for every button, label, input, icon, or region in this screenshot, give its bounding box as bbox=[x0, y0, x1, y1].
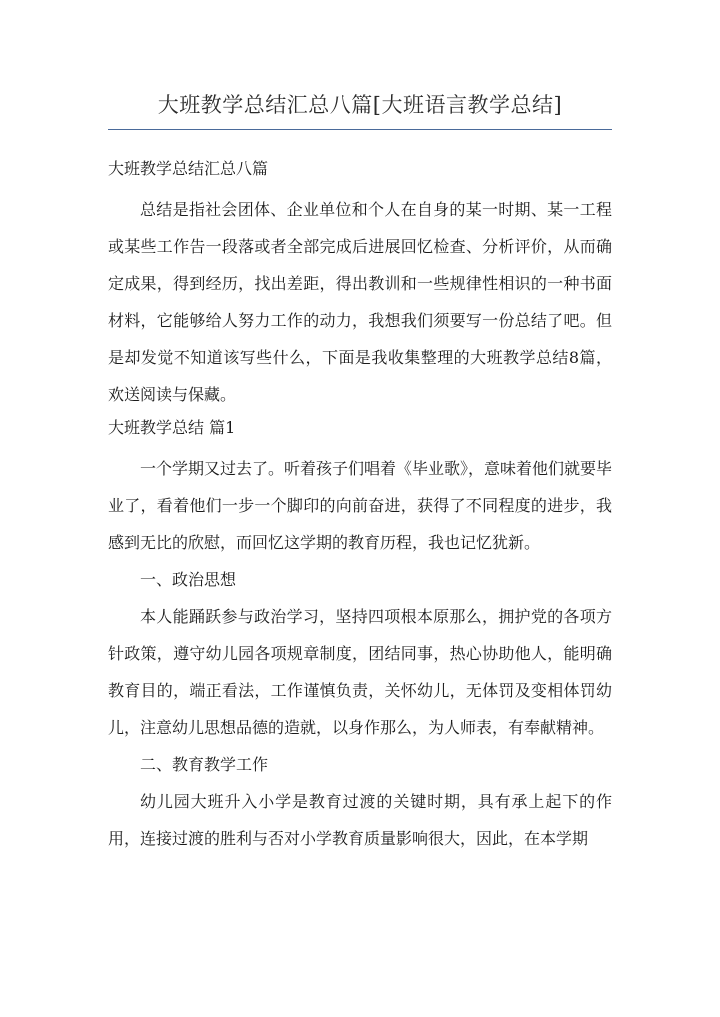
section1-heading: 一、政治思想 bbox=[140, 570, 237, 589]
intro-paragraph: 总结是指社会团体、企业单位和个人在自身的某一时期、某一工程或某些工作告一段落或者全部完成后进展回忆检查、分析评价，从而确定成果，得到经历，找出差距，得出教训和一些规律性相识的一种书面材料，它能够给人努力工作的动力，我想我们须要写一份总结了吧。但是却发觉不知道该写些什么，下面是我收集整理的大班教学总结8篇，欢送阅读与保藏。 bbox=[108, 200, 612, 404]
document-body bbox=[108, 154, 612, 857]
section1-paragraph: 本人能踊跃参与政治学习，坚持四项根本原那么，拥护党的各项方针政策，遵守幼儿园各项规章制度，团结同事，热心协助他人，能明确教育目的，端正看法，工作谨慎负责，关怀幼儿，无体罚及变相体罚幼儿，注意幼儿思想品德的造就，以身作那么，为人师表，有奉献精神。 bbox=[108, 607, 612, 737]
title-divider bbox=[108, 129, 612, 130]
document-subtitle: 大班教学总结汇总八篇 bbox=[108, 159, 269, 178]
opening-paragraph: 一个学期又过去了。听着孩子们唱着《毕业歌》，意味着他们就要毕业了，看着他们一步一个脚印的向前奋进，获得了不同程度的进步，我感到无比的欣慰，而回忆这学期的教育历程，我也记忆犹新。 bbox=[108, 459, 613, 552]
section2-paragraph: 幼儿园大班升入小学是教育过渡的关键时期，具有承上起下的作用，连接过渡的胜利与否对小学教育质量影响很大，因此，在本学期 bbox=[108, 792, 612, 848]
section2-heading: 二、教育教学工作 bbox=[140, 755, 269, 774]
chapter-heading: 大班教学总结 篇1 bbox=[108, 418, 236, 437]
document-title: 大班教学总结汇总八篇[大班语言教学总结] bbox=[157, 93, 563, 117]
